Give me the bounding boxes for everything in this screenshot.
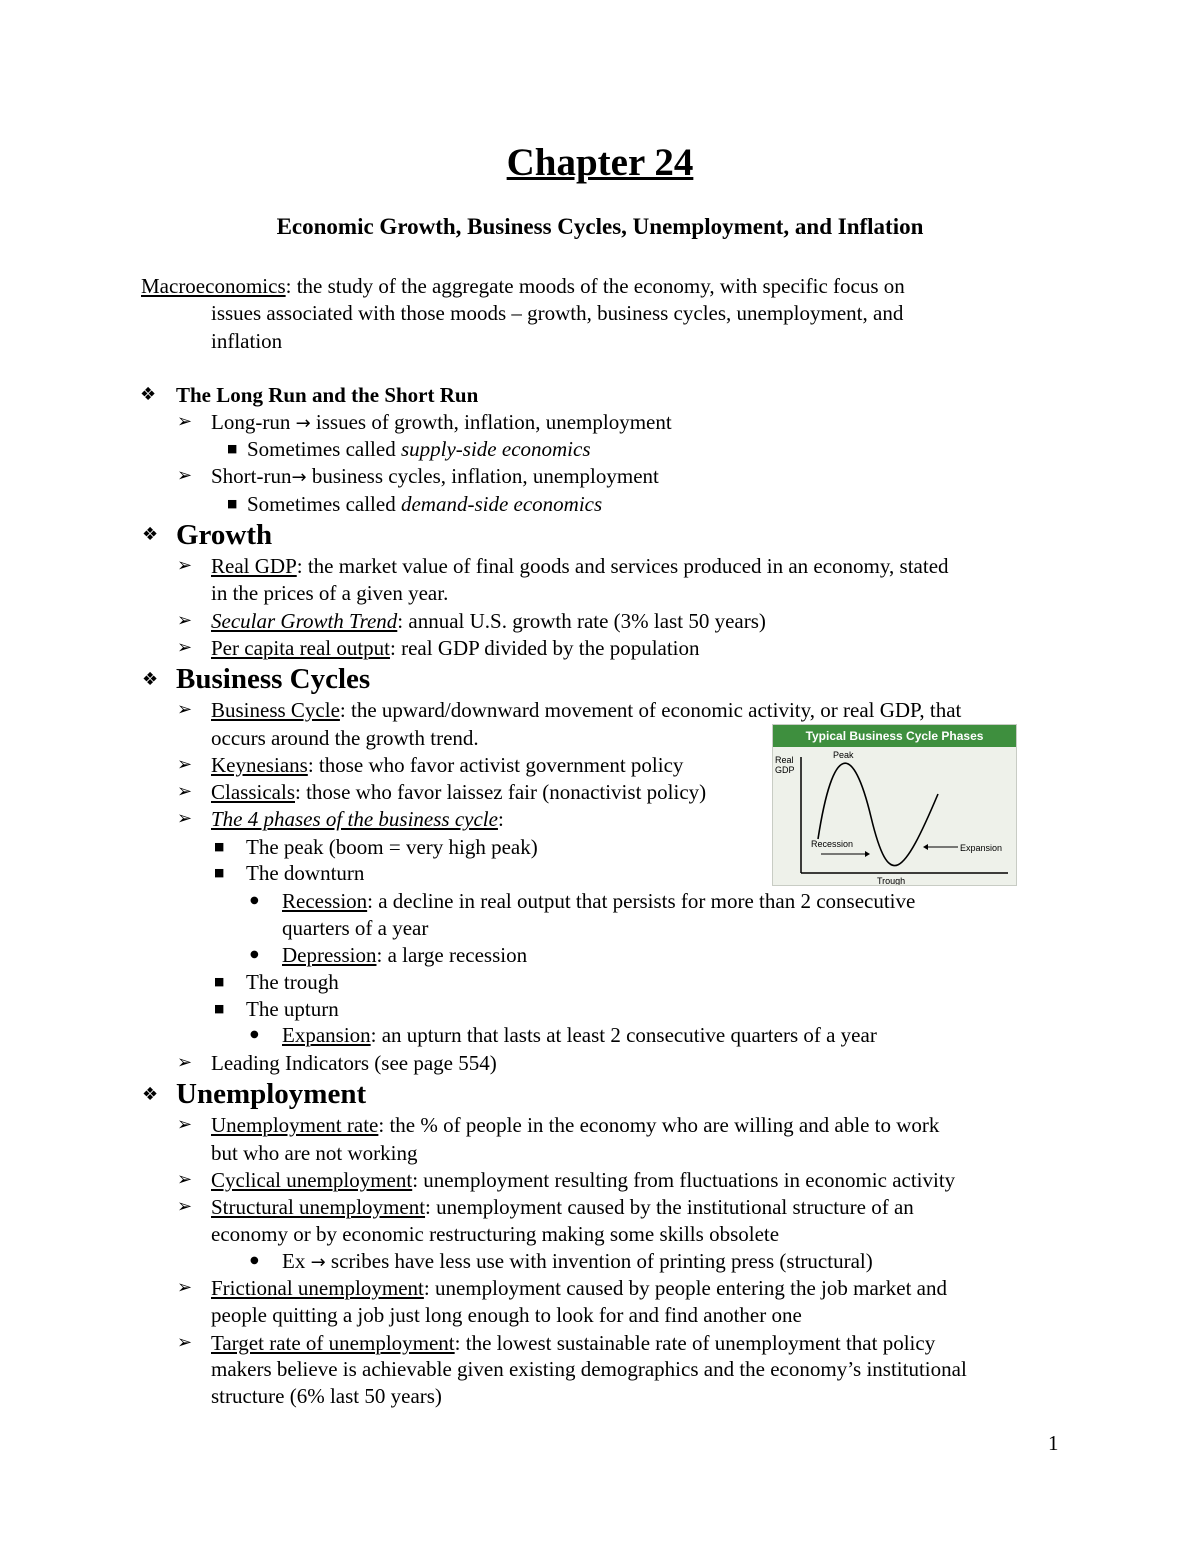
recession-item: Recession: a decline in real output that persists for more than 2 consecutive — [282, 889, 916, 913]
section-heading-business-cycles: Business Cycles — [176, 663, 371, 695]
arrowhead-bullet-icon: ➢ — [177, 1114, 193, 1135]
right-arrow-icon: → — [310, 1252, 326, 1273]
business-cycle-diagram — [773, 747, 1016, 885]
long-run-item: Long-run → issues of growth, inflation, unemployment — [211, 410, 672, 434]
phase-upturn: The upturn — [246, 997, 339, 1021]
section-heading-long-short: The Long Run and the Short Run — [176, 383, 479, 407]
long-run-sub: Sometimes called supply-side economics — [247, 437, 591, 461]
page-number: 1 — [1048, 1431, 1059, 1455]
business-cycle-line-2: occurs around the growth trend. — [211, 726, 479, 750]
structural-item: Structural unemployment: unemployment caused by the institutional structure of an — [211, 1195, 914, 1219]
square-bullet-icon: ■ — [227, 442, 238, 455]
phase-downturn: The downturn — [246, 861, 365, 885]
per-capita-item: Per capita real output: real GDP divided by the population — [211, 636, 700, 660]
dot-bullet-icon: ● — [250, 1255, 259, 1266]
target-rate-line-3: structure (6% last 50 years) — [211, 1384, 442, 1408]
arrowhead-bullet-icon: ➢ — [177, 465, 193, 486]
diamond-bullet-icon: ❖ — [142, 1084, 159, 1105]
expansion-label: Expansion — [960, 843, 1003, 853]
intro-term: Macroeconomics — [141, 274, 286, 298]
arrowhead-bullet-icon: ➢ — [177, 1196, 193, 1217]
diamond-bullet-icon: ❖ — [140, 384, 157, 405]
diamond-bullet-icon: ❖ — [142, 524, 159, 545]
real-gdp-line-2: in the prices of a given year. — [211, 581, 449, 605]
target-rate-line-2: makers believe is achievable given existing demographics and the economy’s institutional — [211, 1357, 967, 1381]
chapter-subtitle: Economic Growth, Business Cycles, Unemployment, and Inflation — [276, 214, 924, 239]
y-label-line-1: Real — [775, 755, 794, 765]
arrowhead-bullet-icon: ➢ — [177, 637, 193, 658]
expansion-item: Expansion: an upturn that lasts at least 2 consecutive quarters of a year — [282, 1023, 877, 1047]
arrowhead-bullet-icon: ➢ — [177, 1332, 193, 1353]
section-heading-unemployment: Unemployment — [176, 1078, 367, 1110]
square-bullet-icon: ■ — [214, 840, 225, 853]
short-run-item: Short-run→ business cycles, inflation, unemployment — [211, 464, 659, 488]
keynesians-item: Keynesians: those who favor activist government policy — [211, 753, 684, 777]
intro-line-1: Macroeconomics: the study of the aggregate moods of the economy, with specific focus on — [141, 274, 905, 298]
business-cycle-item: Business Cycle: the upward/downward movement of economic activity, or real GDP, that — [211, 698, 962, 722]
dot-bullet-icon: ● — [250, 949, 259, 960]
arrowhead-bullet-icon: ➢ — [177, 1052, 193, 1073]
square-bullet-icon: ■ — [214, 975, 225, 988]
recession-line-2: quarters of a year — [282, 916, 429, 940]
figure-title: Typical Business Cycle Phases — [773, 725, 1016, 747]
arrowhead-bullet-icon: ➢ — [177, 808, 193, 829]
frictional-item: Frictional unemployment: unemployment caused by people entering the job market and — [211, 1276, 947, 1300]
target-rate-item: Target rate of unemployment: the lowest sustainable rate of unemployment that policy — [211, 1331, 936, 1355]
arrowhead-bullet-icon: ➢ — [177, 1169, 193, 1190]
arrowhead-bullet-icon: ➢ — [177, 411, 193, 432]
structural-example: Ex → scribes have less use with invention of printing press (structural) — [282, 1249, 873, 1273]
intro-line-3: inflation — [211, 329, 283, 353]
square-bullet-icon: ■ — [227, 497, 238, 510]
structural-line-2: economy or by economic restructuring making some skills obsolete — [211, 1222, 780, 1246]
right-arrow-icon: → — [295, 413, 311, 434]
leading-indicators-item: Leading Indicators (see page 554) — [211, 1051, 497, 1075]
phase-peak: The peak (boom = very high peak) — [246, 835, 538, 859]
diamond-bullet-icon: ❖ — [142, 669, 159, 690]
cyclical-item: Cyclical unemployment: unemployment resulting from fluctuations in economic activity — [211, 1168, 956, 1192]
square-bullet-icon: ■ — [214, 866, 225, 879]
y-label-line-2: GDP — [775, 765, 795, 775]
classicals-item: Classicals: those who favor laissez fair (nonactivist policy) — [211, 780, 707, 804]
arrowhead-bullet-icon: ➢ — [177, 699, 193, 720]
unemployment-rate-item: Unemployment rate: the % of people in the economy who are willing and able to work — [211, 1113, 940, 1137]
trough-label: Trough — [877, 876, 906, 885]
section-heading-growth: Growth — [176, 519, 273, 551]
arrowhead-bullet-icon: ➢ — [177, 610, 193, 631]
expansion-arrowhead-icon — [923, 844, 928, 850]
arrowhead-bullet-icon: ➢ — [177, 1277, 193, 1298]
cycle-curve — [818, 763, 938, 865]
recession-arrowhead-icon — [865, 851, 870, 857]
unemployment-rate-line-2: but who are not working — [211, 1141, 418, 1165]
phases-item: The 4 phases of the business cycle: — [211, 807, 504, 831]
square-bullet-icon: ■ — [214, 1002, 225, 1015]
depression-item: Depression: a large recession — [282, 943, 528, 967]
dot-bullet-icon: ● — [250, 895, 259, 906]
dot-bullet-icon: ● — [250, 1029, 259, 1040]
arrowhead-bullet-icon: ➢ — [177, 555, 193, 576]
right-arrow-icon: → — [291, 467, 307, 488]
intro-line-2: issues associated with those moods – growth, business cycles, unemployment, and — [211, 301, 904, 325]
arrowhead-bullet-icon: ➢ — [177, 754, 193, 775]
business-cycle-figure — [772, 724, 1017, 886]
peak-label: Peak — [833, 750, 854, 760]
short-run-sub: Sometimes called demand-side economics — [247, 492, 603, 516]
recession-label: Recession — [811, 839, 854, 849]
phase-trough: The trough — [246, 970, 339, 994]
real-gdp-item: Real GDP: the market value of final goods and services produced in an economy, stated — [211, 554, 949, 578]
frictional-line-2: people quitting a job just long enough to look for and find another one — [211, 1303, 802, 1327]
secular-growth-item: Secular Growth Trend: annual U.S. growth rate (3% last 50 years) — [211, 609, 766, 633]
chapter-title: Chapter 24 — [506, 141, 694, 184]
arrowhead-bullet-icon: ➢ — [177, 781, 193, 802]
